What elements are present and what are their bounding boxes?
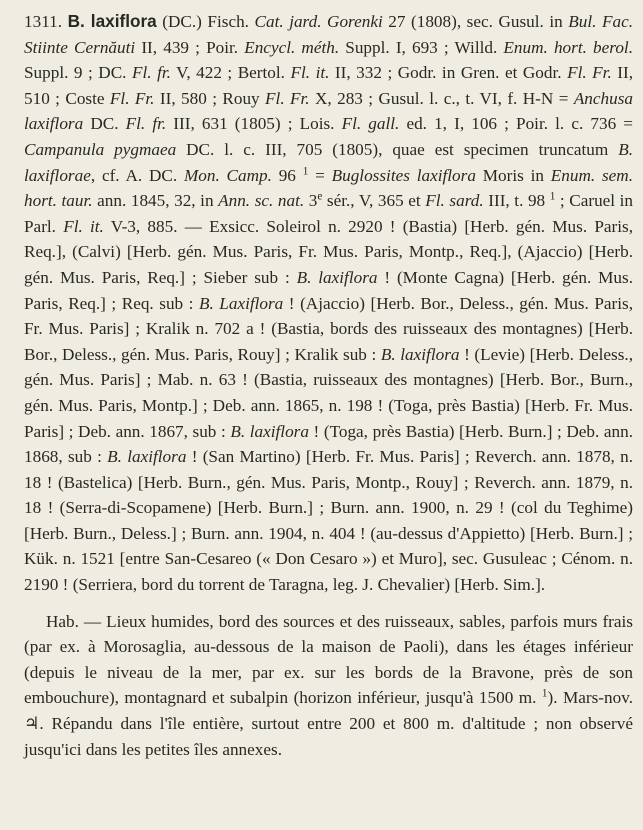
italic-segment: Fl. Fr. — [265, 88, 310, 108]
text-segment: 3 — [304, 191, 318, 211]
habitat-text-before: Hab. — Lieux humides, bord des sources et des ruisseaux, sables, parfois murs frais (par ex. à Morosaglia, au-dessous de la maison de Paoli), dans les étages inférieur (depuis le niveau de la mer, par ex. sur les bords de la Bravone, près de son embouchure), montagnard et subalpin (horizon inférieur, jusqu'à 1500 m. — [24, 611, 633, 708]
habitat-text-after: ). Mars-nov. ♃. Répandu dans l'île entière, surtout entre 200 et 800 m. d'altitude ; non observé jusqu'ici dans les petites îles annexes. — [24, 688, 633, 759]
species-entry — [24, 9, 633, 598]
text-segment: (DC.) Fisch. — [156, 12, 255, 31]
footnote-mark: 1 — [541, 687, 548, 700]
italic-segment: Fl. fr. — [132, 63, 171, 83]
text-segment: Suppl. 9 ; DC. — [24, 63, 132, 83]
text-segment: ed. 1, I, 106 ; Poir. l. c. 736 = — [399, 114, 633, 134]
italic-segment: B. laxiflora — [296, 267, 378, 287]
text-segment: ! (Ajaccio) [Herb. Bor., Deless., gén. Mus. Paris, Fr. Mus. Paris] ; Kralik n. 702 a ! (Bastia, bords des ruisseaux des montagnes) [Herb. Bor., Deless., gén. Mus. Paris, Rouy] ; Kralik sub : — [24, 293, 633, 364]
text-segment: ! (San Martino) [Herb. Fr. Mus. Paris] ; Reverch. ann. 1878, n. 18 ! (Bastelica) [Herb. Burn., gén. Mus. Paris, Montp., Rouy] ; Reverch. ann. 1879, n. 18 ! (Serra-di-Scopamene) [Herb. Burn.] ; Burn. ann. 1900, n. 29 ! (col du Teghime) [Herb. Burn., Deless.] ; Burn. ann. 1904, n. 404 ! (au-dessus d'Appietto) [Herb. Burn.] ; Kük. n. 1521 [entre San-Cesareo (« Don Cesaro ») et Muro], sec. Gusuleac ; Cénom. n. 2190 ! (Serriera, bord du torrent de Taragna, leg. J. Chevalier) [Herb. Sim.]. — [24, 447, 634, 595]
italic-segment: Buglossites laxiflora — [331, 165, 476, 185]
text-segment: X, 283 ; Gusul. l. c., t. VI, f. H-N = — [309, 88, 574, 108]
text-segment: ; Caruel in Parl. — [24, 191, 634, 236]
italic-segment: Enum. hort. berol. — [503, 37, 633, 57]
superscript-segment: e — [317, 190, 323, 203]
superscript-segment: 1 — [302, 164, 309, 177]
text-segment: V-3, 885. — Exsicc. Soleirol n. 2920 ! (Bastia) [Herb. gén. Mus. Paris, Req.], (Calvi) [Herb. gén. Mus. Paris, Fr. Mus. Paris, Montp., Req.], (Ajaccio) [Herb. gén. Mus. Paris, Req.] ; Sieber sub : — [24, 216, 634, 287]
text-segment: ! (Toga, près Bastia) [Herb. Burn.] ; Deb. ann. 1868, sub : — [24, 421, 634, 467]
entry-number: 1311. — [24, 12, 63, 31]
italic-segment: Fl. gall. — [341, 114, 400, 134]
italic-segment: B. laxiflorae — [24, 139, 633, 185]
italic-segment: Fl. fr. — [125, 114, 167, 134]
italic-segment: Campanula pygmaea — [24, 139, 177, 159]
text-segment: II, 439 ; Poir. — [135, 37, 245, 57]
italic-segment: Fl. it. — [290, 63, 330, 83]
text-segment: Moris in — [475, 165, 551, 185]
italic-segment: Fl. Fr. — [109, 88, 155, 108]
text-segment: II, 332 ; Godr. in Gren. et Godr. — [329, 63, 568, 83]
text-segment: ! (Levie) [Herb. Deless., gén. Mus. Paris] ; Mab. n. 63 ! (Bastia, ruisseaux des montagnes) [Herb. Bor., Burn., gén. Mus. Paris, Montp.] ; Deb. ann. 1865, n. 198 ! (Toga, près Bastia) [Herb. Fr. Mus. Paris] ; Deb. ann. 1867, sub : — [24, 344, 634, 441]
text-segment: V, 422 ; Bertol. — [170, 63, 291, 83]
italic-segment: Ann. sc. nat. — [218, 191, 305, 211]
superscript-segment: 1 — [549, 190, 556, 203]
italic-segment: Mon. Camp. — [183, 165, 272, 185]
text-segment: ann. 1845, 32, in — [92, 191, 219, 211]
italic-segment: Anchusa laxiflora — [24, 88, 634, 134]
italic-segment: B. laxiflora — [380, 344, 460, 364]
text-segment: II, 580 ; Rouy — [154, 88, 266, 108]
habitat-paragraph — [24, 609, 633, 763]
text-segment: ! (Monte Cagna) [Herb. gén. Mus. Paris, Req.] ; Req. sub : — [24, 267, 634, 313]
italic-segment: Fl. it. — [63, 216, 104, 236]
text-segment: III, t. 98 — [483, 191, 550, 211]
text-segment: sér., V, 365 et — [322, 191, 426, 211]
italic-segment: B. Laxiflora — [198, 293, 284, 313]
text-segment: DC. — [83, 114, 126, 134]
text-segment: II, 510 ; Coste — [24, 63, 634, 108]
italic-segment: Encycl. méth. — [244, 37, 340, 57]
text-segment: = — [308, 165, 332, 185]
text-segment: , cf. A. DC. — [90, 165, 184, 185]
text-segment: 27 (1808), sec. Gusul. in — [382, 12, 569, 31]
entry-body — [24, 12, 633, 594]
italic-segment: Cat. jard. Gorenki — [254, 12, 383, 31]
italic-segment: Fl. sard. — [425, 191, 484, 211]
text-segment: Suppl. I, 693 ; Willd. — [339, 37, 504, 57]
text-segment: III, 631 (1805) ; Lois. — [166, 114, 342, 134]
text-segment: 96 — [271, 165, 303, 185]
italic-segment: Bul. Fac. Stiinte Cernăuti — [24, 12, 634, 57]
italic-segment: B. laxiflora — [230, 421, 309, 441]
italic-segment: B. laxiflora — [107, 447, 187, 467]
italic-segment: Enum. sem. hort. taur. — [24, 165, 633, 211]
species-name: B. laxiflora — [67, 11, 157, 31]
italic-segment: Fl. Fr. — [567, 63, 612, 83]
text-segment: DC. l. c. III, 705 (1805), quae est specimen truncatum — [176, 139, 619, 159]
